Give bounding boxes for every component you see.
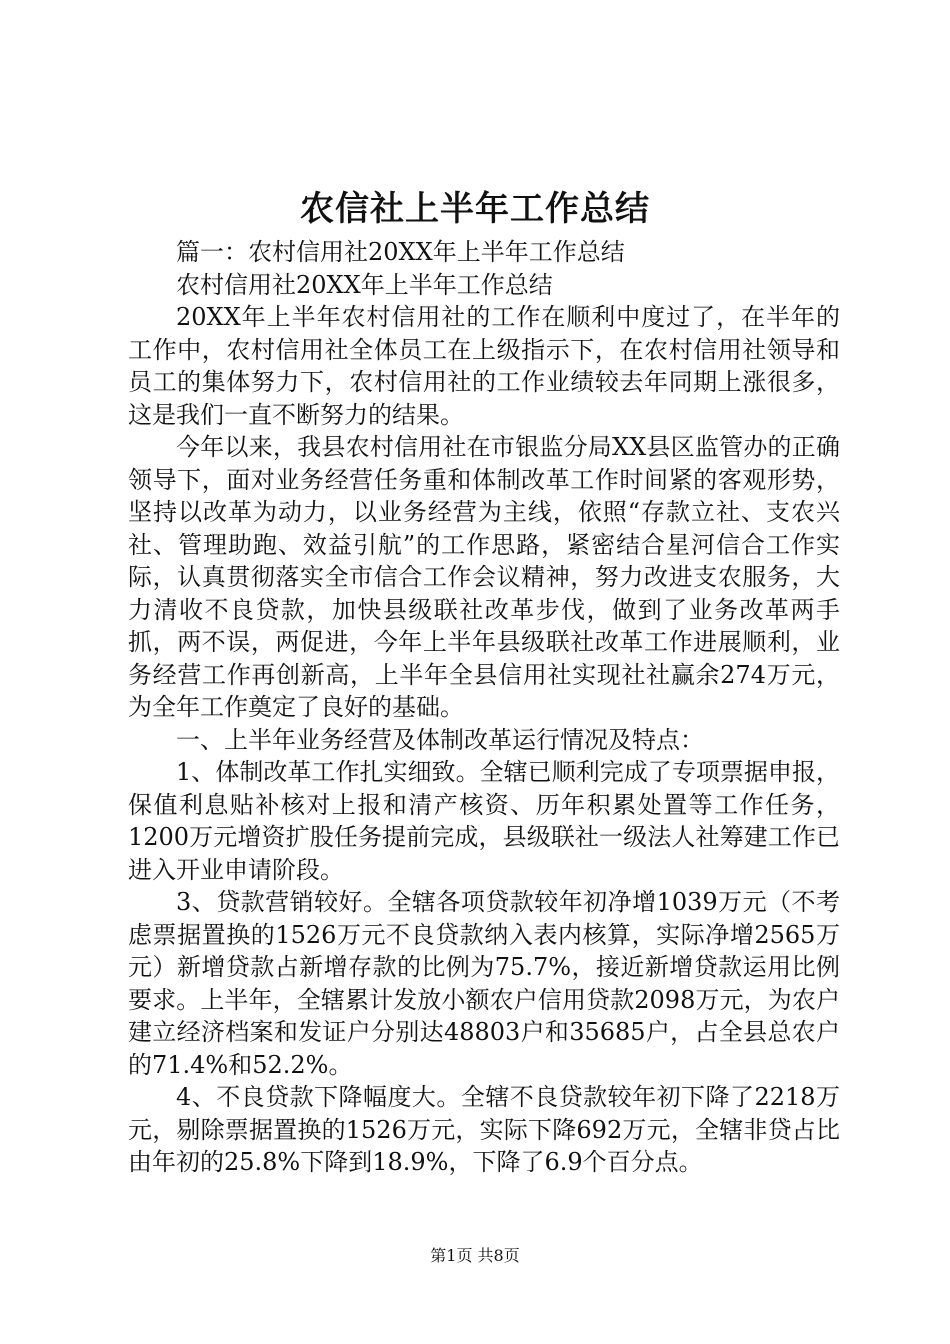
document-body: [128, 236, 840, 1179]
paragraph-overview: 今年以来，我县农村信用社在市银监分局XX县区监管办的正确领导下，面对业务经营任务重和体制改革工作时间紧的客观形势，坚持以改革为动力，以业务经营为主线，依照“存款立社、支农兴社、管理助跑、效益引航”的工作思路，紧密结合星河信合工作实际，认真贯彻落实全市信合工作会议精神，努力改进支农服务，大力清收不良贷款，加快县级联社改革步伐，做到了业务改革两手抓，两不误，两促进，今年上半年县级联社改革工作进展顺利，业务经营工作再创新高，上半年全县信用社实现社社赢余274万元，为全年工作奠定了良好的基础。: [128, 433, 840, 721]
paragraph-intro: 20XX年上半年农村信用社的工作在顺利中度过了，在半年的工作中，农村信用社全体员工在上级指示下，在农村信用社领导和员工的集体努力下，农村信用社的工作业绩较去年同期上涨很多，这是我们一直不断努力的结果。: [128, 303, 840, 429]
paragraph-section-heading: 篇一：农村信用社20XX年上半年工作总结: [176, 238, 625, 266]
paragraph-item-4: 4、不良贷款下降幅度大。全辖不良贷款较年初下降了2218万元，剔除票据置换的1526万元，实际下降692万元，全辖非贷占比由年初的25.8%下降到18.9%，下降了6.9个百分点。: [128, 1083, 840, 1176]
paragraph-subtitle: 农村信用社20XX年上半年工作总结: [176, 270, 553, 299]
paragraph-item-1: 1、体制改革工作扎实细致。全辖已顺利完成了专项票据申报，保值利息贴补核对上报和清产核资、历年积累处置等工作任务，1200万元增资扩股任务提前完成，县级联社一级法人社筹建工作已进入开业申请阶段。: [128, 758, 840, 884]
paragraph-item-3: 3、贷款营销较好。全辖各项贷款较年初净增1039万元（不考虑票据置换的1526万元不良贷款纳入表内核算，实际净增2565万元）新增贷款占新增存款的比例为75.7%，接近新增贷款运用比例要求。上半年，全辖累计发放小额农户信用贷款2098万元，为农户建立经济档案和发证户分别达48803户和35685户，占全县总农户的71.4%和52.2%。: [128, 888, 840, 1079]
page-footer: 第1页 共8页: [430, 1246, 520, 1265]
paragraph-heading-one: 一、上半年业务经营及体制改革运行情况及特点：: [176, 725, 704, 754]
document-title: 农信社上半年工作总结: [300, 189, 650, 229]
